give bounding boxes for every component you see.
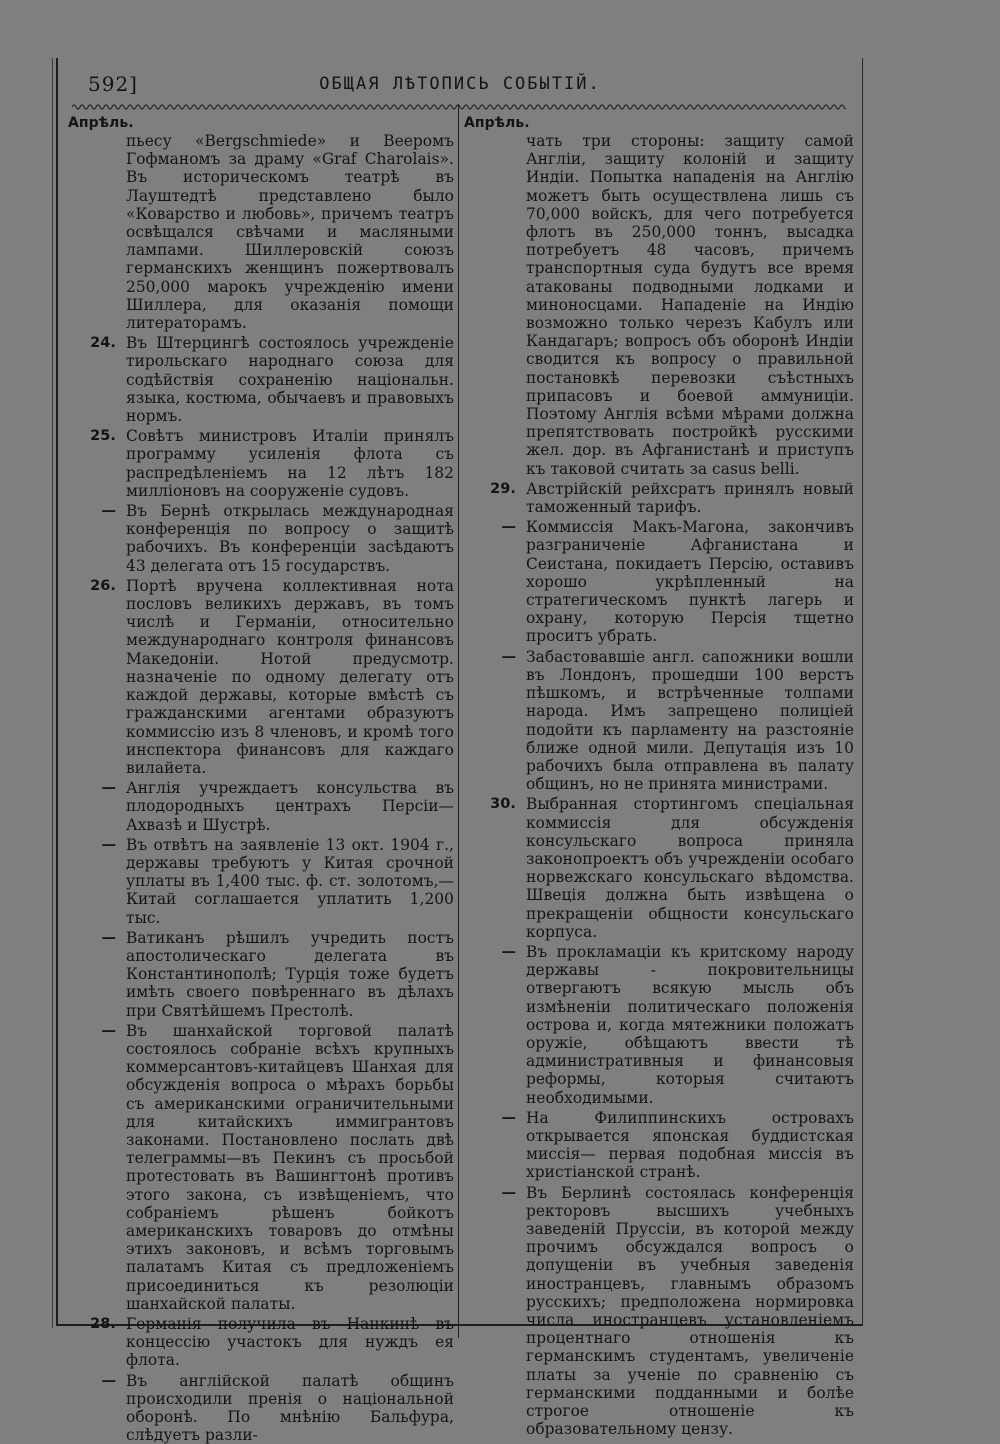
entry-text: Въ англійской палатѣ общинъ происходили пренія о національной оборонѣ. По мнѣнію Бальфура, слѣдуетъ разли- (126, 1371, 454, 1444)
chronicle-entry (68, 779, 454, 834)
entry-text: Портѣ вручена коллективная нота пословъ великихъ державъ, въ томъ числѣ и Германіи, относительно международнаго контроля финансовъ Македоніи. Нотой предусмотр. назначеніе по одному делегату отъ каждой державы, которые вмѣстѣ съ гражданскими агентами образуютъ коммиссію изъ 8 членовъ, и кромѣ того инспектора финансовъ для каждаго вилайета. (126, 576, 454, 777)
chronicle-entry (68, 836, 454, 927)
chronicle-entry (68, 334, 454, 425)
entry-text: Въ прокламаціи къ критскому народу державы - покровительницы отвергаютъ всякую мысль объ измѣненіи политическаго положенія острова и, когда мятежники положатъ оружіе, обѣщаютъ ввести тѣ административныя и финансовыя реформы, которыя считаютъ необходимыми. (526, 942, 854, 1107)
book-page (56, 58, 863, 1444)
entry-text: Въ Бернѣ открылась международная конференція по вопросу о защитѣ рабочихъ. Въ конференціи засѣдаютъ 43 делегата отъ 15 государствъ. (126, 502, 454, 575)
chronicle-entry (466, 1109, 854, 1182)
right-entries (466, 132, 854, 1438)
entry-text: чать три стороны: защиту самой Англіи, защиту колоній и защиту Индіи. Попытка нападенія на Англію можетъ быть осуществлена лишь съ 70,000 войскъ, для чего потребуется флотъ въ 250,000 тоннъ, высадка потребуетъ 48 часовъ, причемъ транспортныя суда будутъ все время атакованы подводными лодками и миноносцами. Нападеніе на Индію возможно только черезъ Кабулъ или Кандагаръ; вопросъ объ оборонѣ Индіи сводится къ вопросу о правильной постановкѣ перевозки съѣстныхъ припасовъ и боевой аммуниціи. Поэтому Англія всѣми мѣрами должна препятствовать постройкѣ русскими жел. дор. въ Афганистанѣ и приступъ къ таковой считать за casus belli. (526, 132, 854, 478)
entry-text: пьесу «Bergschmiede» и Вееромъ Гофманомъ за драму «Graf Charolais». Въ историческомъ театрѣ въ Лауштедтѣ представлено было «Коварство и любовь», причемъ театръ освѣщался свѣчами и масляными лампами. Шиллеровскій союзъ германскихъ женщинъ пожертвовалъ 250,000 марокъ учрежденію имени Шиллера, для оказанія помощи литераторамъ. (126, 132, 454, 333)
entry-date: — (101, 836, 116, 853)
entry-text: Совѣтъ министровъ Италіи принялъ программу усиленія флота съ распредѣленіемъ на 12 лѣтъ 182 милліоновъ на сооруженіе судовъ. (126, 427, 454, 500)
entry-date: 30. (490, 796, 516, 813)
chronicle-entry (68, 427, 454, 500)
chronicle-entry (68, 1022, 454, 1313)
wavy-rule-ornament (72, 103, 846, 111)
entry-text: Въ Штерцингѣ состоялось учрежденіе тирольскаго народнаго союза для содѣйствія сохраненію національн. языка, костюма, обычаевъ и правовыхъ нормъ. (126, 334, 454, 426)
entry-text: Коммиссія Макъ-Магона, закончивъ разграниченіе Афганистана и Сеистана, покидаетъ Персію, оставивъ хорошо укрѣпленный на стратегическомъ пунктѣ лагерь и охрану, которую Персія тщетно проситъ убрать. (526, 518, 854, 646)
entry-text: Австрійскій рейхсратъ принялъ новый таможенный тарифъ. (526, 479, 854, 517)
entry-date: — (101, 503, 116, 520)
entry-date: 29. (490, 480, 516, 497)
chronicle-entry (68, 132, 454, 332)
entry-text: На Филиппинскихъ островахъ открывается японская буддистская миссія— первая подобная миссія въ христіанской странѣ. (526, 1108, 854, 1182)
entry-date: — (501, 1184, 516, 1201)
chronicle-entry (466, 480, 854, 516)
page-number: 592] (88, 72, 138, 96)
chronicle-entry (466, 1184, 854, 1439)
chronicle-entry (466, 518, 854, 645)
chronicle-entry (466, 648, 854, 794)
entry-text: Забастовавшіе англ. сапожники вошли въ Лондонъ, прошедши 100 верстъ пѣшкомъ, и встрѣченные толпами народа. Имъ запрещено полиціей подойти къ парламенту на разстояніе ближе одной мили. Депутація изъ 10 рабочихъ была отправлена въ палату общинъ, но не принята министрами. (526, 647, 854, 794)
entry-date: 28. (90, 1316, 116, 1332)
entry-date: 24. (90, 335, 116, 352)
chronicle-entry (68, 929, 454, 1020)
left-entries (68, 132, 454, 1444)
right-column (466, 114, 854, 1438)
entry-text: Англія учреждаетъ консульства въ плодородныхъ центрахъ Персіи—Ахвазѣ и Шустрѣ. (126, 779, 454, 834)
entry-date: — (101, 929, 116, 946)
entry-text: Ватиканъ рѣшилъ учредить постъ апостолическаго делегата въ Константинополѣ; Турція тоже будетъ имѣть своего повѣреннаго въ дѣлахъ при Святѣйшемъ Престолѣ. (126, 928, 454, 1020)
chronicle-entry (68, 1372, 454, 1444)
month-heading: Апрѣль. (68, 115, 134, 131)
chronicle-entry (68, 502, 454, 575)
chronicle-entry (466, 132, 854, 478)
entry-date: — (501, 648, 516, 665)
entry-text: Въ шанхайской торговой палатѣ состоялось собраніе всѣхъ крупныхъ коммерсантовъ-китайцевъ Шанхая для обсужденія вопроса о мѣрахъ борьбы съ американскими ограничительными для китайскихъ иммигрантовъ законами. Постановлено послать двѣ телеграммы—въ Пекинъ съ просьбой протестовать въ Вашингтонѣ противъ этого закона, съ извѣщеніемъ, что собраніемъ рѣшенъ бойкотъ американскихъ товаровъ до отмѣны этихъ законовъ, и всѣмъ торговымъ палатамъ Китая съ предложеніемъ присоединиться къ резолюціи шанхайской палаты. (126, 1021, 454, 1313)
entry-text: Выбранная стортингомъ спеціальная коммиссія для обсужденія консульскаго вопроса приняла законопроектъ объ учрежденіи особаго норвежскаго консульскаго вѣдомства. Швеція должна быть извѣщена о прекращеніи общности консульскаго корпуса. (526, 795, 854, 941)
running-title: ОБЩАЯ ЛѢТОПИСЬ СОБЫТІЙ. (319, 74, 601, 94)
entry-text: Въ отвѣтъ на заявленіе 13 окт. 1904 г., державы требуютъ у Китая срочной уплаты въ 1,400 тыс. ф. ст. золотомъ,— Китай соглашается уплатить 1,200 тыс. (126, 835, 454, 927)
chronicle-entry (68, 1315, 454, 1370)
page-header (58, 64, 862, 100)
entry-date: 26. (90, 577, 116, 594)
entry-date: — (501, 943, 516, 960)
entry-date: — (501, 1109, 516, 1126)
chronicle-entry (466, 943, 854, 1107)
entry-date: — (101, 780, 116, 797)
entry-date: 25. (90, 428, 116, 445)
entry-date: — (501, 519, 516, 536)
entry-text: Въ Берлинѣ состоялась конференція ректоровъ высшихъ учебныхъ заведеній Пруссіи, въ которой между прочимъ обсуждался вопросъ о допущеніи въ учебныя заведенія иностранцевъ, главнымъ образомъ русскихъ; предположена нормировка числа иностранцевъ установленіемъ процентнаго отношенія къ германскимъ студентамъ, увеличеніе платы за ученіе по сравненію съ германскими подданными и болѣе строгое отношеніе къ образовательному цензу. (526, 1183, 854, 1439)
entry-date: — (101, 1372, 116, 1389)
left-column (68, 114, 454, 1444)
entry-date: — (101, 1022, 116, 1039)
month-heading: Апрѣль. (464, 115, 530, 131)
column-divider (458, 104, 459, 1338)
chronicle-entry (466, 795, 854, 941)
chronicle-entry (68, 577, 454, 777)
entry-text: Германія получила въ Нанкинѣ въ концессію участокъ для нуждъ ея флота. (126, 1315, 454, 1370)
